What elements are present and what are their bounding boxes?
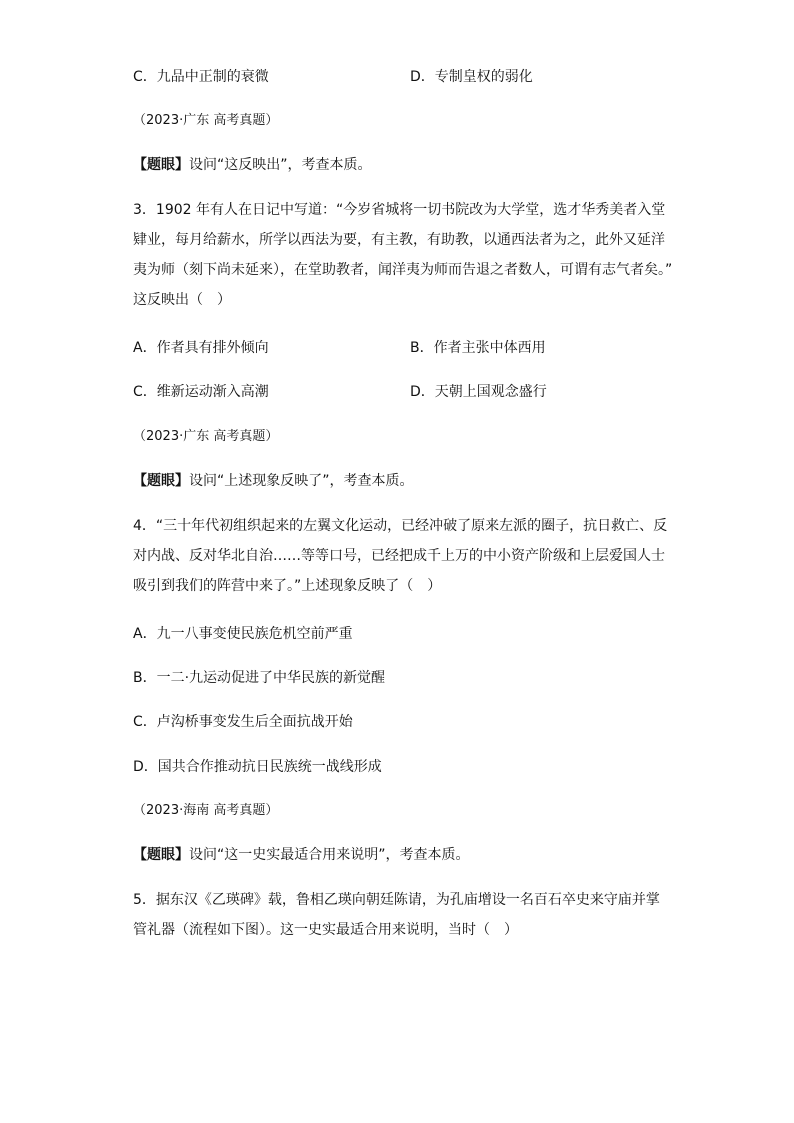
- q2-tip-text: 设问“这反映出”，考查本质。: [189, 157, 372, 173]
- q3-tip-text: 设问“上述现象反映了”，考查本质。: [189, 473, 414, 489]
- q3-option-b: B．作者主张中体西用: [410, 340, 546, 356]
- q5-stem-line-2: 管礼器（流程如下图）。这一史实最适合用来说明，当时（ ）: [133, 922, 518, 938]
- q4-tip-label: 【题眼】: [133, 847, 189, 863]
- q4-option-a: A．九一八事变使民族危机空前严重: [133, 626, 353, 642]
- q2-option-c: C．九品中正制的衰微: [133, 69, 269, 85]
- q3-stem-line-3: 夷为师（刻下尚未延来），在堂助教者，闻洋夷为师而告退之者数人，可谓有志气者矣。”: [133, 262, 673, 278]
- q2-tip: [133, 155, 372, 175]
- q3-stem-line-2: 肄业，每月给薪水，所学以西法为要，有主教，有助教，以通西法者为之，此外又延洋: [133, 232, 665, 248]
- q4-option-d: D．国共合作推动抗日民族统一战线形成: [133, 759, 382, 775]
- q5-stem-line-1: 5．据东汉《乙瑛碑》载，鲁相乙瑛向朝廷陈请，为孔庙增设一名百石卒史来守庙并掌: [133, 892, 660, 908]
- q3-tip: [133, 471, 414, 491]
- q3-option-a: A．作者具有排外倾向: [133, 340, 269, 356]
- q4-option-c: C．卢沟桥事变发生后全面抗战开始: [133, 714, 353, 730]
- q2-source: （2023·广东 高考真题）: [133, 113, 279, 128]
- q3-stem-line-4: 这反映出（ ）: [133, 292, 231, 308]
- q3-tip-label: 【题眼】: [133, 473, 189, 489]
- q3-stem-line-1: 3．1902 年有人在日记中写道：“今岁省城将一切书院改为大学堂，选才华秀美者入堂: [133, 202, 666, 218]
- q3-option-d: D．天朝上国观念盛行: [410, 384, 547, 400]
- q3-option-c: C．维新运动渐入高潮: [133, 384, 269, 400]
- q3-source: （2023·广东 高考真题）: [133, 429, 279, 444]
- q4-stem-line-1: 4．“三十年代初组织起来的左翼文化运动，已经冲破了原来左派的圈子，抗日救亡、反: [133, 518, 668, 534]
- q4-source: （2023·海南 高考真题）: [133, 803, 279, 818]
- q4-stem-line-2: 对内战、反对华北自治……等等口号，已经把成千上万的中小资产阶级和上层爱国人士: [133, 548, 665, 564]
- q2-tip-label: 【题眼】: [133, 157, 189, 173]
- q4-tip: [133, 845, 470, 865]
- q2-option-d: D．专制皇权的弱化: [410, 69, 533, 85]
- q4-stem-line-3: 吸引到我们的阵营中来了。”上述现象反映了（ ）: [133, 578, 442, 594]
- q4-option-b: B．一二·九运动促进了中华民族的新觉醒: [133, 670, 386, 686]
- q4-tip-text: 设问“这一史实最适合用来说明”，考查本质。: [189, 847, 470, 863]
